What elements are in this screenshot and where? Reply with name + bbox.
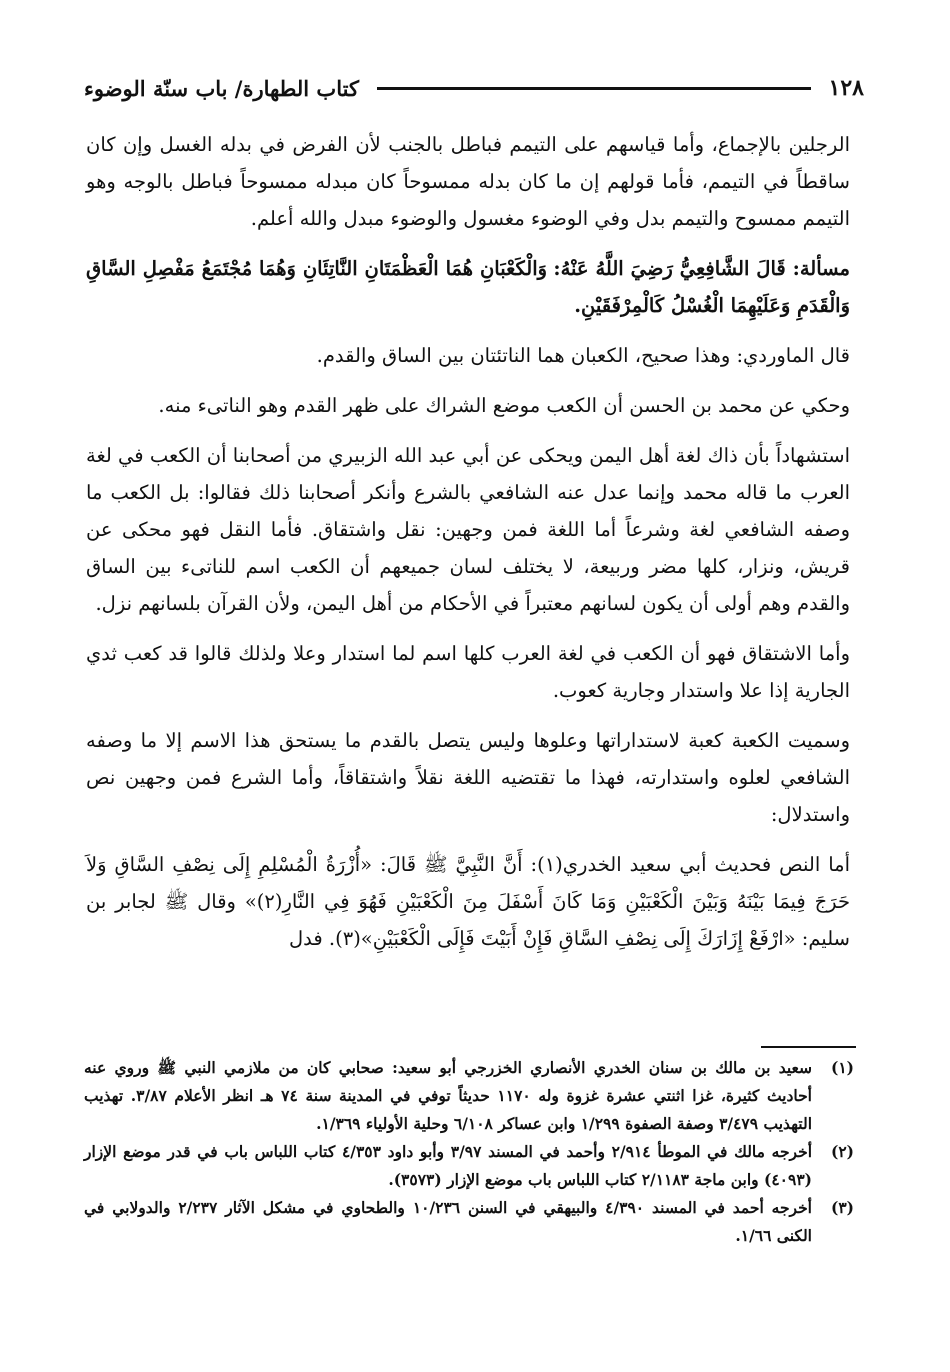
footnote-number: (٣) [830, 1198, 854, 1217]
footnote [84, 1054, 854, 1138]
paragraph: وسميت الكعبة كعبة لاستداراتها وعلوها وليس يتصل بالقدم ما يستحق هذا الاسم إلا ما وصفه الشافعي لعلوه واستدارته، فهذا ما تقتضيه اللغة نقلاً واشتقاقاً، وأما الشرع فمن وجهين نص واستدلال: [86, 729, 850, 826]
paragraph: استشهاداً بأن ذاك لغة أهل اليمن ويحكى عن أبي عبد الله الزبيري من أصحابنا أن الكعب في لغة العرب ما قاله محمد وإنما عدل عنه الشافعي بالشرع وأنكر أصحابنا ذلك فقالوا: بل الكعب ما وصفه الشافعي لغة وشرعاً أما اللغة فمن وجهين: نقل واشتقاق. فأما النقل فهو محكى عن قريش، ونزار، كلها مضر وربيعة، لا يختلف لسان جميعهم أن الكعب اسم للناتىء بين الساق والقدم وهم أولى أن يكون لسانهم معتبراً في الأحكام من أهل اليمن، ولأن القرآن بلسانهم نزل. [86, 444, 850, 615]
footnote [84, 1138, 854, 1194]
footnotes [84, 1054, 854, 1250]
footnote [84, 1194, 854, 1250]
page-header [84, 68, 864, 108]
footnote-text: أخرجه مالك في الموطأ ٢/٩١٤ وأحمد في المسند ٣/٩٧ وأبو داود ٤/٣٥٣ كتاب اللباس باب في قدر موضع الإزار (٤٠٩٣) وابن ماجة ٢/١١٨٣ كتاب اللباس باب موضع الإزار (٣٥٧٣). [84, 1142, 812, 1189]
shafii-quote: وَالْكَعْبَانِ هُمَا الْعَظْمَتَانِ النَّاتِئَانِ وَهُمَا مُجْتَمَعُ مَفْصِلِ السَّاقِ وَالْقَدَمِ وَعَلَيْهِمَا الْغُسْلُ كَالْمِرْفَقَيْنِ. [86, 257, 850, 317]
page-number: ١٢٨ [828, 75, 864, 101]
footnote-separator [761, 1046, 856, 1048]
footnote-text: سعيد بن مالك بن سنان الخدري الأنصاري الخزرجي أبو سعيد: صحابي كان من ملازمي النبي ﷺ وروي عنه أحاديث كثيرة، غزا اثنتي عشرة غزوة وله ١١٧٠ حديثاً توفي في المدينة سنة ٧٤ هـ انظر الأعلام ٣/٨٧. تهذيب التهذيب ٣/٤٧٩ وصفة الصفوة ١/٢٩٩ وابن عساكر ٦/١٠٨ وحلية الأولياء ١/٣٦٩. [84, 1058, 812, 1133]
running-title: كتاب الطهارة/ باب سنّة الوضوء [84, 75, 359, 101]
masala-paragraph [86, 250, 850, 324]
hadith-paragraph: أما النص فحديث أبي سعيد الخدري(١): أَنَّ النَّبِيَّ ﷺ قَالَ: «أُزْرَةُ الْمُسْلِمِ إِلَى نِصْفِ السَّاقِ وَلاَ حَرَجَ فِيمَا بَيْنَهُ وَبَيْنَ الْكَعْبَيْنِ وَمَا كَانَ أَسْفَلَ مِنَ الْكَعْبَيْنِ فَهُوَ فِي النَّارِ(٢)» وقال ﷺ لجابر بن سليم: «ارْفَعْ إِزَارَكَ إِلَى نِصْفِ السَّاقِ فَإِنْ أَبَيْتَ فَإِلَى الْكَعْبَيْنِ»(٣). فدل [86, 853, 850, 950]
paragraph: قال الماوردي: وهذا صحيح، الكعبان هما الناتئتان بين الساق والقدم. [316, 344, 850, 367]
footnote-text: أخرجه أحمد في المسند ٤/٣٩٠ والبيهقي في السنن ١٠/٢٣٦ والطحاوي في مشكل الآثار ٢/٢٣٧ والدولابي في الكنى ١/٦٦. [84, 1198, 812, 1245]
masala-lead: مسألة: قَالَ الشَّافِعِيُّ رَضِيَ اللَّهُ عَنْهُ: [553, 257, 851, 280]
footnote-number: (٢) [830, 1142, 854, 1161]
paragraph: الرجلين بالإجماع، وأما قياسهم على التيمم فباطل بالجنب لأن الفرض في بدله الغسل وإن كان ساقطاً في التيمم، فأما قولهم إن ما كان بدله ممسوحاً كان مبدله ممسوحاً فباطل بالوجه وهو التيمم ممسوح والتيمم بدل وفي الوضوء مغسول والوضوء مبدل والله أعلم. [86, 133, 850, 230]
header-rule [377, 87, 811, 90]
footnote-number: (١) [830, 1058, 854, 1077]
paragraph: وحكي عن محمد بن الحسن أن الكعب موضع الشراك على ظهر القدم وهو الناتىء منه. [158, 394, 850, 417]
paragraph: وأما الاشتقاق فهو أن الكعب في لغة العرب كلها اسم لما استدار وعلا ولذلك قالوا قد كعب ثدي الجارية إذا علا واستدار وجارية كعوب. [86, 642, 850, 702]
main-text [86, 126, 850, 970]
